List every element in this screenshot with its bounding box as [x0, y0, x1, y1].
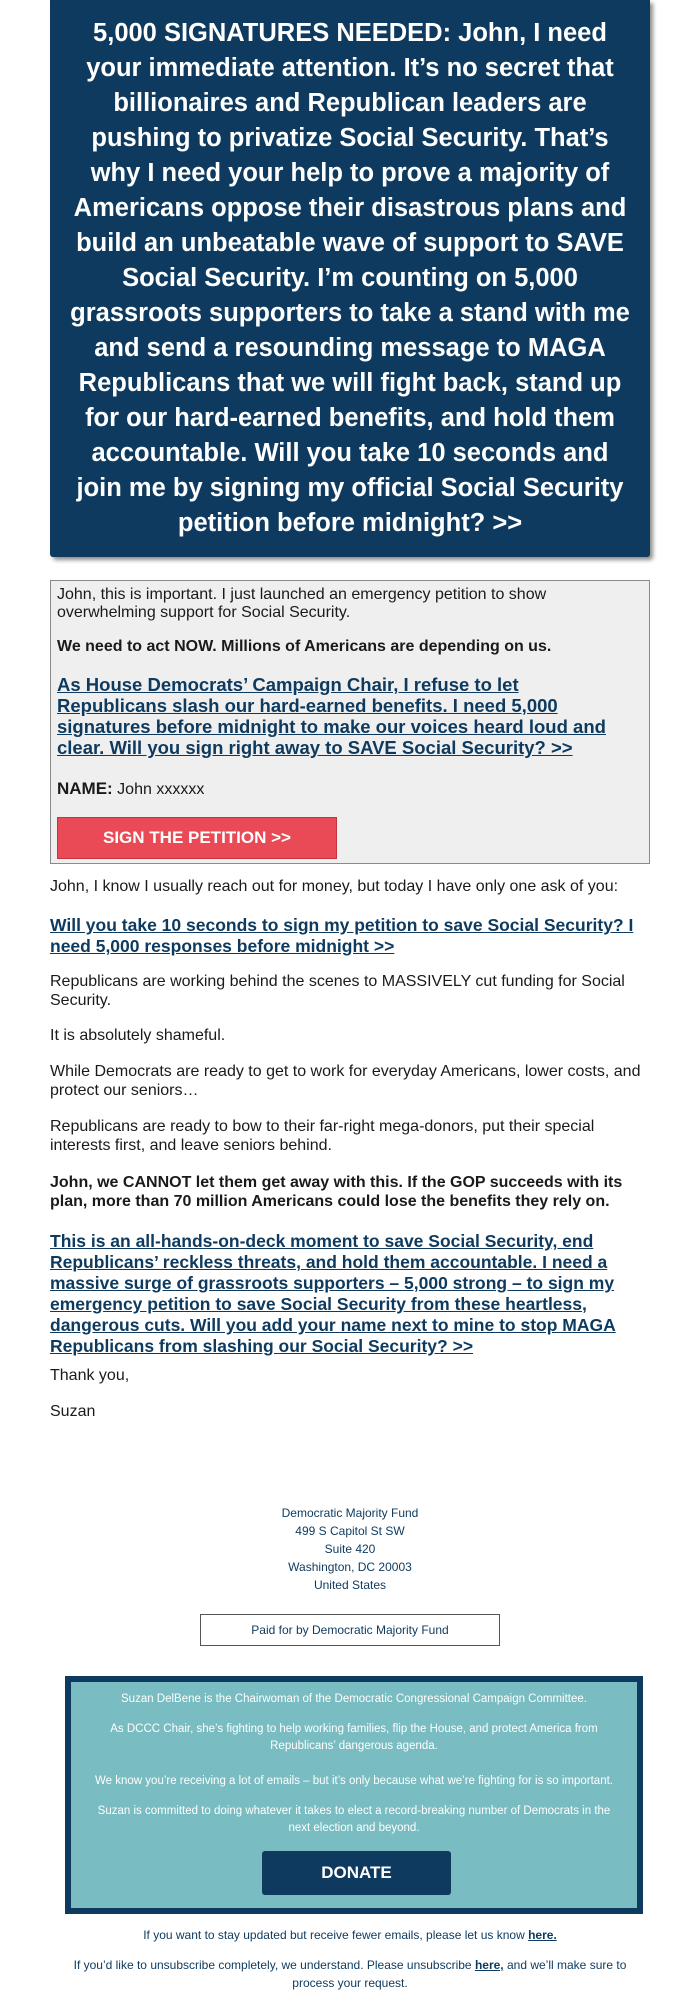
body-paragraph-6: John, we CANNOT let them get away with this. If the GOP succeeds with its plan, more than 70 million Americans could lose the benefits they rely on.	[50, 1174, 623, 1210]
unsubscribe-text-end: and we’ll make sure to process your request.	[292, 1958, 627, 1990]
petition-sign-link[interactable]: As House Democrats’ Campaign Chair, I refuse to let Republicans slash our hard-earned benefits. I need 5,000 signatures before midnight to make our voices heard loud and clear. Will you sign right away to SAVE Social Security? >>	[57, 674, 606, 758]
footer-suite: Suite 420	[324, 1542, 376, 1556]
bio-paragraph-2: As DCCC Chair, she’s fighting to help working families, flip the House, and protect America from Republicans’ dangerous agenda.	[110, 1723, 598, 1752]
paid-for-disclaimer: Paid for by Democratic Majority Fund	[200, 1614, 500, 1646]
hero-banner[interactable]	[50, 0, 650, 557]
name-value: John xxxxxx	[117, 781, 205, 798]
unsubscribe-line	[0, 1956, 700, 1992]
bio-box	[65, 1676, 643, 1914]
footer-city: Washington, DC 20003	[288, 1560, 412, 1574]
body-paragraph-5: Republicans are ready to bow to their far-right mega-donors, put their special interests first, and leave seniors behind.	[50, 1118, 595, 1154]
footer-street: 499 S Capitol St SW	[295, 1524, 405, 1538]
body-paragraph-3: It is absolutely shameful.	[50, 1027, 226, 1044]
petition-urgent-text: We need to act NOW. Millions of Americans are depending on us.	[57, 638, 552, 655]
unsubscribe-text: If you’d like to unsubscribe completely, we understand. Please unsubscribe	[73, 1958, 472, 1972]
fewer-emails-text: If you want to stay updated but receive fewer emails, please let us know	[143, 1928, 525, 1942]
bio-paragraph-3: We know you’re receiving a lot of emails – but it’s only because what we’re fighting for is so important.	[95, 1775, 613, 1787]
closing-thanks: Thank you,	[50, 1367, 130, 1384]
body-paragraph-2: Republicans are working behind the scenes to MASSIVELY cut funding for Social Security.	[50, 973, 625, 1009]
unsubscribe-link[interactable]: here,	[474, 1958, 504, 1972]
fewer-emails-link[interactable]: here.	[528, 1928, 557, 1942]
body-paragraph-1: John, I know I usually reach out for money, but today I have only one ask of you:	[50, 878, 619, 895]
bio-paragraph-1: Suzan DelBene is the Chairwoman of the Democratic Congressional Campaign Committee.	[121, 1693, 587, 1705]
name-label: NAME:	[57, 779, 113, 798]
body-petition-link-2[interactable]: This is an all-hands-on-deck moment to save Social Security, end Republicans’ reckless threats, and hold them accountable. I need a massive surge of grassroots supporters – 5,000 strong – to sign my emergency petition to save Social Security from these heartless, dangerous cuts. Will you add your name next to mine to stop MAGA Republicans from slashing our Social Security? >>	[50, 1231, 616, 1356]
footer-country: United States	[313, 1578, 387, 1592]
hero-headline-link[interactable]: 5,000 SIGNATURES NEEDED: John, I need your immediate attention. It’s no secret that billionaires and Republican leaders are pushing to privatize Social Security. That’s why I need your help to prove a majority of Americans oppose their disastrous plans and build an unbeatable wave of support to SAVE Social Security. I’m counting on 5,000 grassroots supporters to take a stand with me and send a resounding message to MAGA Republicans that we will fight back, stand up for our hard-earned benefits, and hold them accountable. Will you take 10 seconds and join me by signing my official Social Security petition before midnight? >>	[70, 19, 630, 537]
name-row	[57, 779, 204, 800]
footer-org: Democratic Majority Fund	[281, 1506, 419, 1520]
donate-button[interactable]: DONATE	[262, 1851, 451, 1895]
fewer-emails-line	[0, 1926, 700, 1944]
petition-intro: John, this is important. I just launched an emergency petition to show overwhelming support for Social Security.	[57, 586, 547, 621]
signature: Suzan	[50, 1403, 96, 1420]
body-paragraph-4: While Democrats are ready to get to work for everyday Americans, lower costs, and protect our seniors…	[50, 1063, 641, 1099]
footer-address	[0, 1504, 700, 1594]
bio-paragraph-4: Suzan is committed to doing whatever it takes to elect a record-breaking number of Democrats in the next election and beyond.	[97, 1805, 611, 1834]
sign-petition-button[interactable]: SIGN THE PETITION >>	[57, 817, 337, 859]
petition-box	[50, 580, 650, 864]
body-petition-link-1[interactable]: Will you take 10 seconds to sign my petition to save Social Security? I need 5,000 responses before midnight >>	[50, 915, 634, 956]
